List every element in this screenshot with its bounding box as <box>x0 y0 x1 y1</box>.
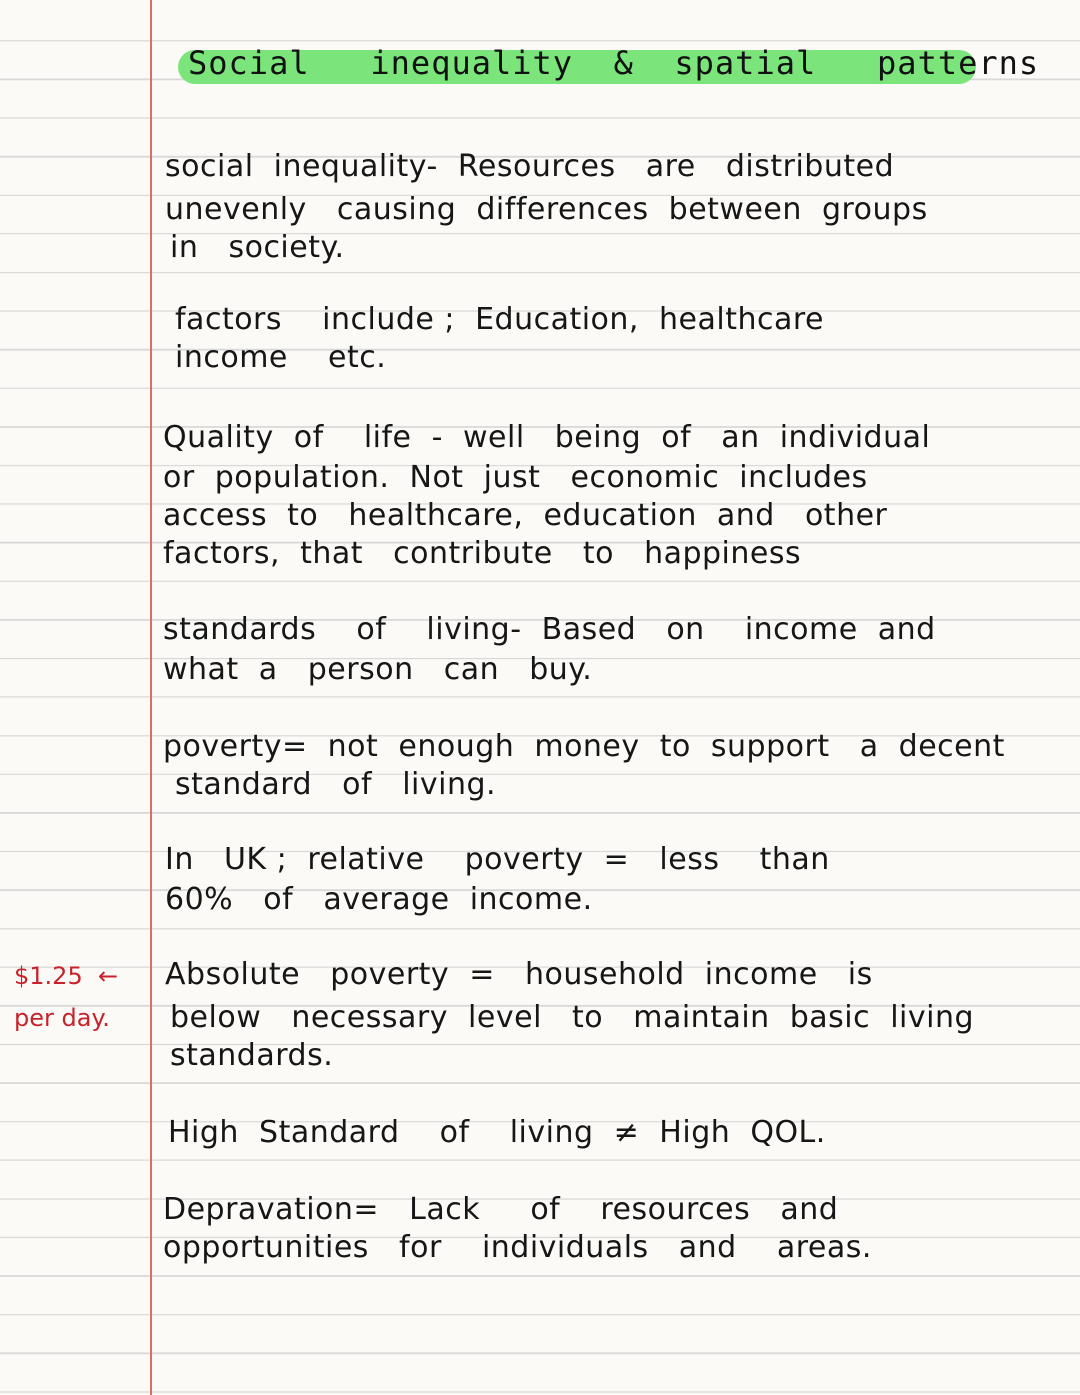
page-title: Social inequality & spatial patterns <box>188 44 1040 82</box>
note-line: standards. <box>170 1038 334 1073</box>
note-line: access to healthcare, education and other <box>163 498 888 533</box>
margin-note: $1.25 ← <box>14 962 119 990</box>
note-line: Absolute poverty = household income is <box>165 957 873 992</box>
note-line: income etc. <box>175 340 387 375</box>
note-line: below necessary level to maintain basic living <box>170 1000 975 1035</box>
note-line: Quality of life - well being of an individual <box>163 420 931 455</box>
note-line: opportunities for individuals and areas. <box>163 1230 872 1265</box>
note-line: 60% of average income. <box>165 882 593 917</box>
margin-rule <box>150 0 152 1395</box>
note-line: or population. Not just economic includes <box>163 460 868 495</box>
note-line: unevenly causing differences between groups <box>165 192 928 227</box>
note-line: standard of living. <box>175 767 497 802</box>
note-line: in society. <box>170 230 345 265</box>
note-line: standards of living- Based on income and <box>163 612 936 647</box>
note-line: In UK ; relative poverty = less than <box>165 842 830 877</box>
note-line: High Standard of living ≠ High QOL. <box>168 1115 826 1150</box>
note-line: what a person can buy. <box>163 652 593 687</box>
note-line: Depravation= Lack of resources and <box>163 1192 839 1227</box>
note-line: social inequality- Resources are distributed <box>165 149 895 184</box>
note-line: factors include ; Education, healthcare <box>175 302 825 337</box>
margin-note: per day. <box>14 1004 110 1032</box>
note-line: factors, that contribute to happiness <box>163 536 802 571</box>
note-line: poverty= not enough money to support a decent <box>163 729 1005 764</box>
